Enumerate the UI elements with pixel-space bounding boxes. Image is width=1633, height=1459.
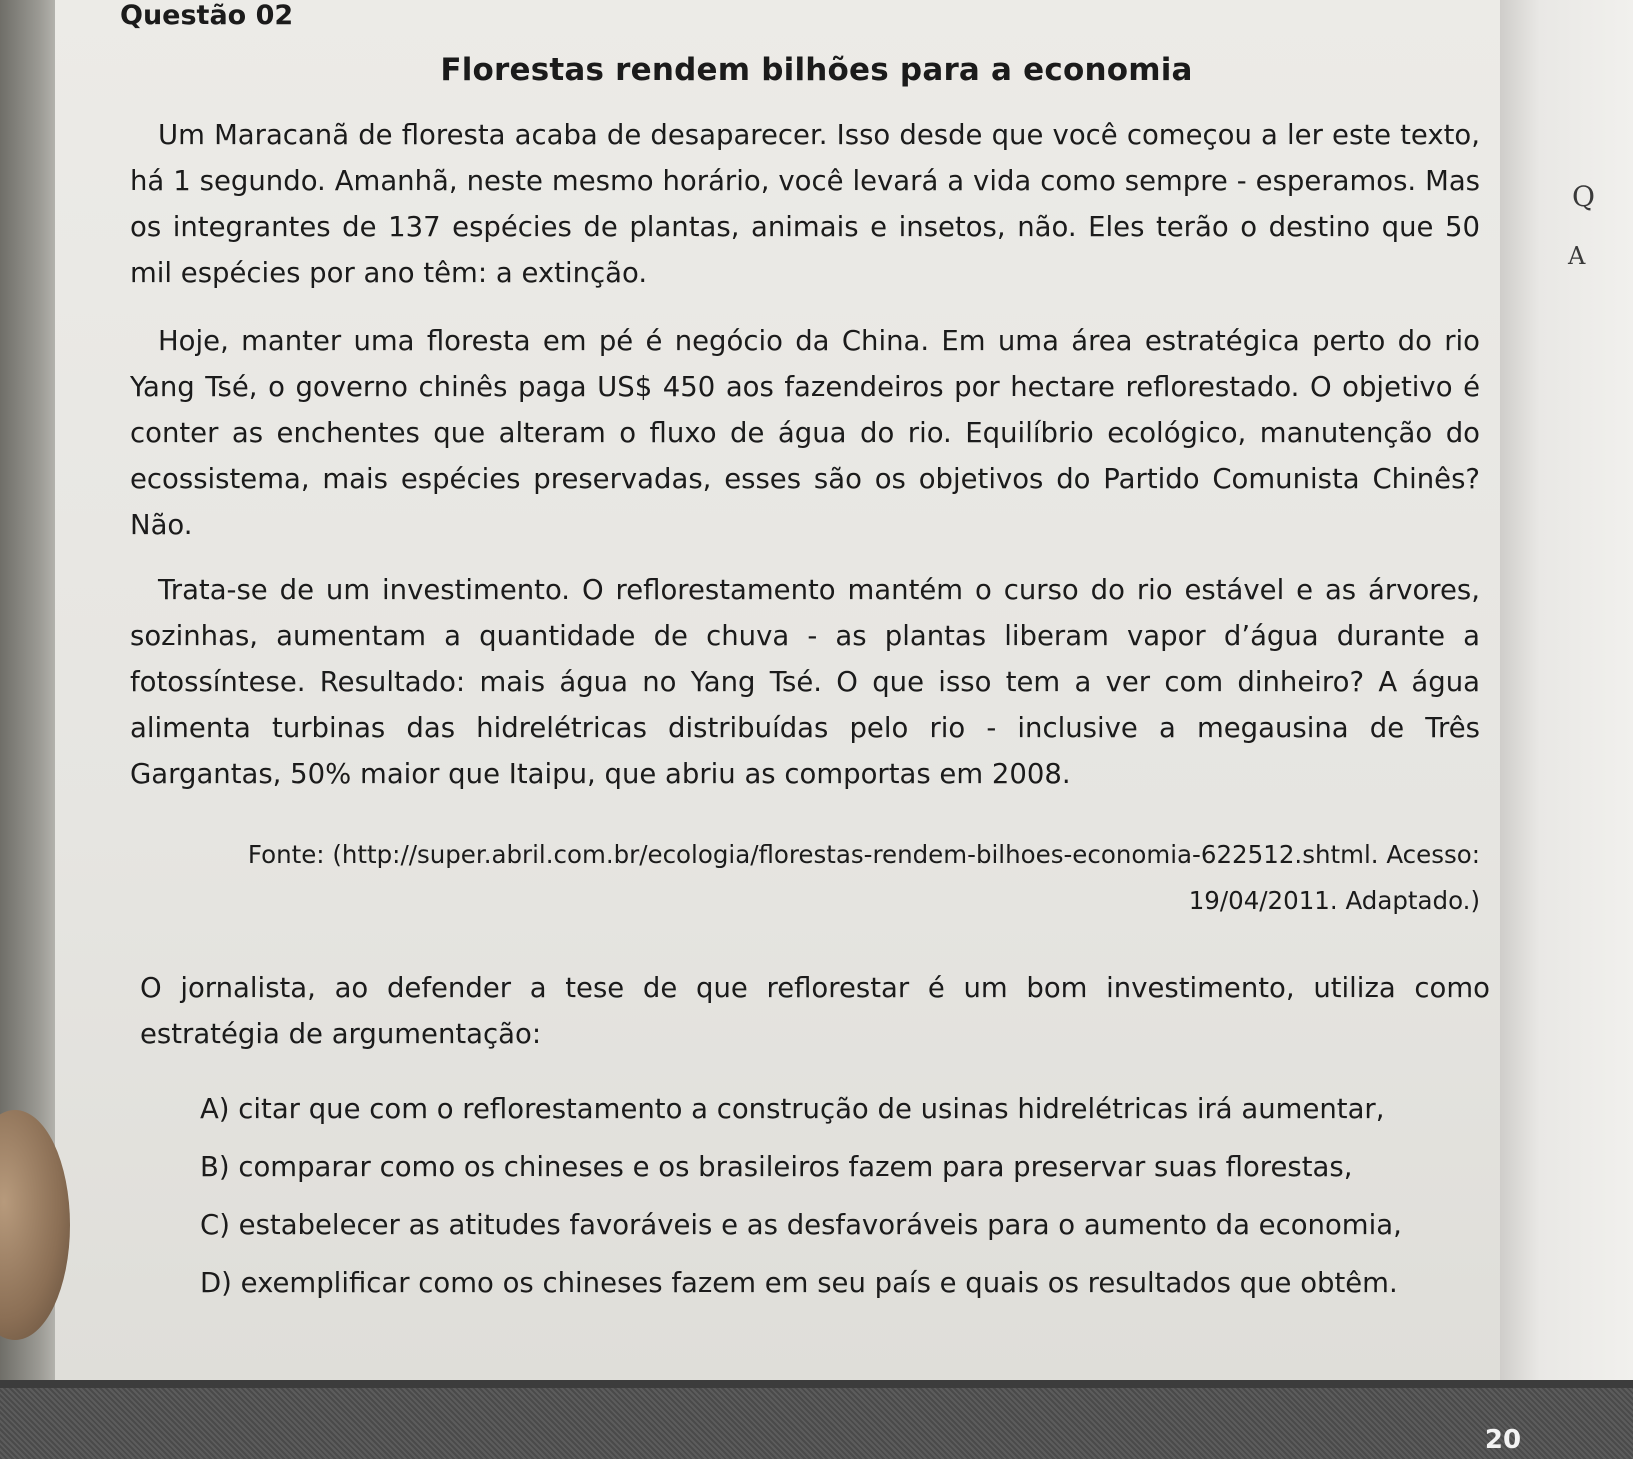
facing-page-edge: [1500, 0, 1633, 1459]
page-number: 20: [1484, 1425, 1522, 1455]
margin-note-a: A: [1568, 242, 1586, 270]
option-a: A) citar que com o reflorestamento a construção de usinas hidrelétricas irá aumentar,: [200, 1093, 1385, 1125]
source-line-2: 19/04/2011. Adaptado.): [1188, 886, 1480, 915]
option-d: D) exemplificar como os chineses fazem em seu país e quais os resultados que obtêm.: [200, 1267, 1398, 1299]
question-header: Questão 02: [120, 0, 294, 31]
answer-options: [200, 1080, 1500, 1312]
question-prompt: O jornalista, ao defender a tese de que reflorestar é um bom investimento, utiliza como estratégia de argumentação:: [140, 972, 1490, 1050]
option-c: C) estabelecer as atitudes favoráveis e as desfavoráveis para o aumento da economia,: [200, 1209, 1402, 1241]
paragraph-3: Trata-se de um investimento. O reflorestamento mantém o curso do rio estável e as árvores, sozinhas, aumentam a quantidade de chuva - as plantas liberam vapor d’água durante a fotossíntese. Resultado: mais água no Yang Tsé. O que isso tem a ver com dinheiro? A água alimenta turbinas das hidrelétricas distribuídas pelo rio - inclusive a megausina de Três Gargantas, 50% maior que Itaipu, que abriu as comportas em 2008.: [130, 574, 1480, 790]
table-surface: [0, 1380, 1633, 1459]
page-bottom-edge: [0, 1380, 1633, 1388]
paragraph-1: Um Maracanã de floresta acaba de desaparecer. Isso desde que você começou a ler este texto, há 1 segundo. Amanhã, neste mesmo horário, você levará a vida como sempre - esperamos. Mas os integrantes de 137 espécies de plantas, animais e insetos, não. Eles terão o destino que 50 mil espécies por ano têm: a extinção.: [130, 119, 1480, 289]
article-title: Florestas rendem bilhões para a economia: [440, 52, 1193, 88]
option-b: B) comparar como os chineses e os brasileiros fazem para preservar suas florestas,: [200, 1151, 1353, 1183]
paragraph-2: Hoje, manter uma floresta em pé é negócio da China. Em uma área estratégica perto do rio Yang Tsé, o governo chinês paga US$ 450 aos fazendeiros por hectare reflorestado. O objetivo é conter as enchentes que alteram o fluxo de água do rio. Equilíbrio ecológico, manutenção do ecossistema, mais espécies preservadas, esses são os objetivos do Partido Comunista Chinês? Não.: [130, 325, 1480, 541]
source-line-1: Fonte: (http://super.abril.com.br/ecologia/florestas-rendem-bilhoes-economia-622512.shtml. Acesso:: [247, 840, 1480, 869]
source-citation: [240, 832, 1480, 924]
margin-note-q: Q: [1572, 180, 1595, 213]
